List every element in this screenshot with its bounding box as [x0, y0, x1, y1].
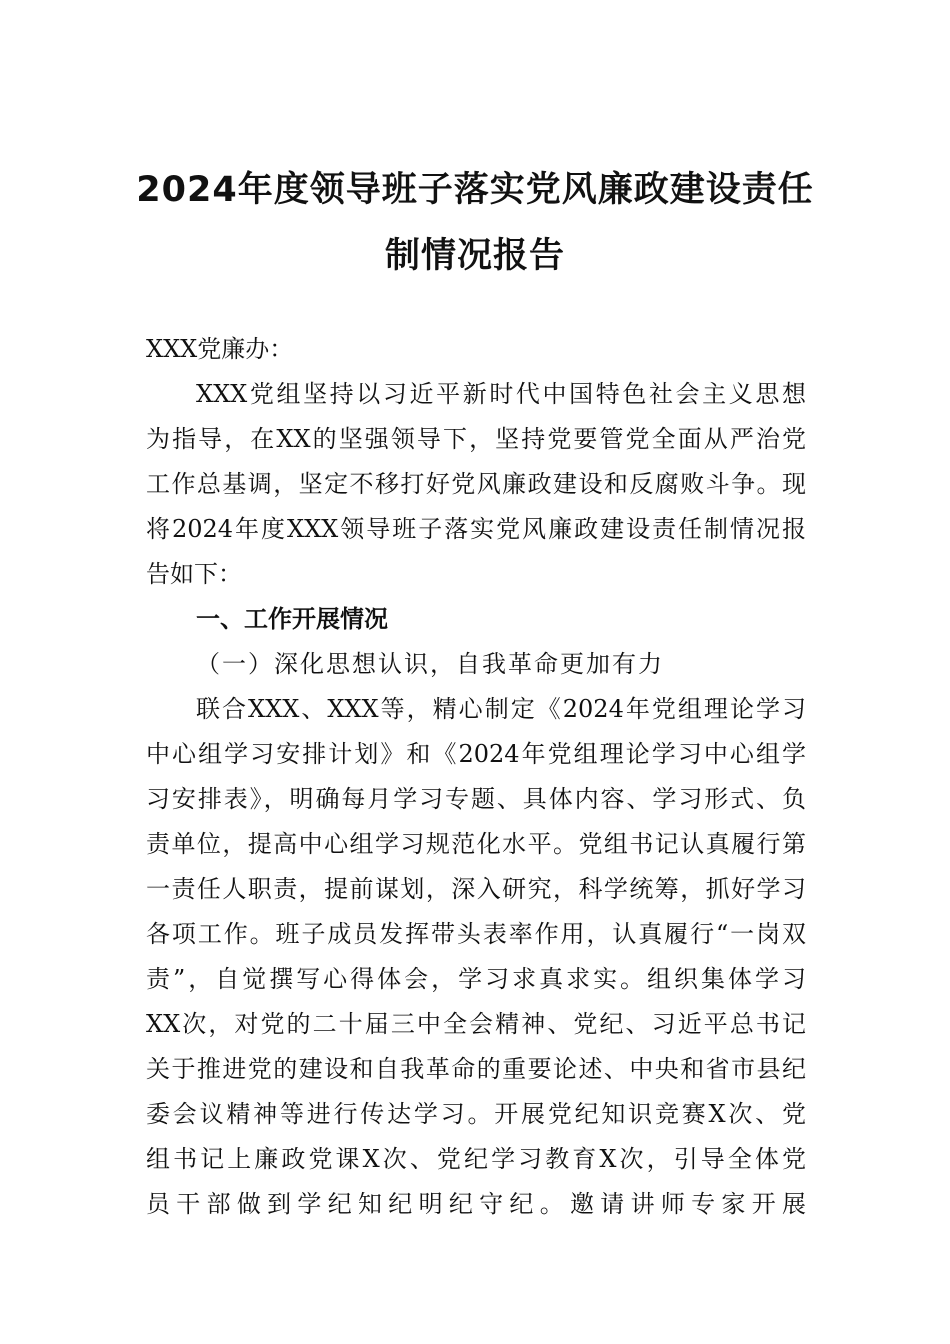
body-line: 员干部做到学纪知纪明纪守纪。邀请讲师专家开展: [146, 1190, 806, 1218]
intro-line: 告如下：: [146, 560, 242, 588]
body-line: 各项工作。班子成员发挥带头表率作用，认真履行“一岗双: [146, 920, 806, 948]
intro-line: 将2024年度XXX领导班子落实党风廉政建设责任制情况报: [146, 515, 806, 543]
body-line: 组书记上廉政党课X次、党纪学习教育X次，引导全体党: [146, 1145, 806, 1173]
body-line: 关于推进党的建设和自我革命的重要论述、中央和省市县纪: [146, 1055, 806, 1083]
body-line: 委会议精神等进行传达学习。开展党纪知识竞赛X次、党: [146, 1100, 806, 1128]
section-heading: 一、工作开展情况: [196, 605, 388, 633]
body-line: 一责任人职责，提前谋划，深入研究，科学统筹，抓好学习: [146, 875, 806, 903]
body-line: 中心组学习安排计划》和《2024年党组理论学习中心组学: [146, 740, 806, 768]
document-title-line-1: 2024年度领导班子落实党风廉政建设责任: [136, 170, 814, 210]
body-line: 习安排表》，明确每月学习专题、具体内容、学习形式、负: [146, 785, 806, 813]
salutation: XXX党廉办：: [146, 335, 294, 363]
intro-line: 为指导，在XX的坚强领导下，坚持党要管党全面从严治党: [146, 425, 806, 453]
document-title-line-2: 制情况报告: [384, 236, 565, 276]
body-line: XX次，对党的二十届三中全会精神、党纪、习近平总书记: [146, 1010, 806, 1038]
body-line: 联合XXX、XXX等，精心制定《2024年党组理论学习: [196, 695, 806, 723]
body-line: 责”，自觉撰写心得体会，学习求真求实。组织集体学习: [146, 965, 806, 993]
intro-line: XXX党组坚持以习近平新时代中国特色社会主义思想: [196, 380, 806, 408]
body-line: 责单位，提高中心组学习规范化水平。党组书记认真履行第: [146, 830, 806, 858]
subsection-heading: （一）深化思想认识，自我革命更加有力: [196, 650, 664, 678]
intro-line: 工作总基调，坚定不移打好党风廉政建设和反腐败斗争。现: [146, 470, 806, 498]
